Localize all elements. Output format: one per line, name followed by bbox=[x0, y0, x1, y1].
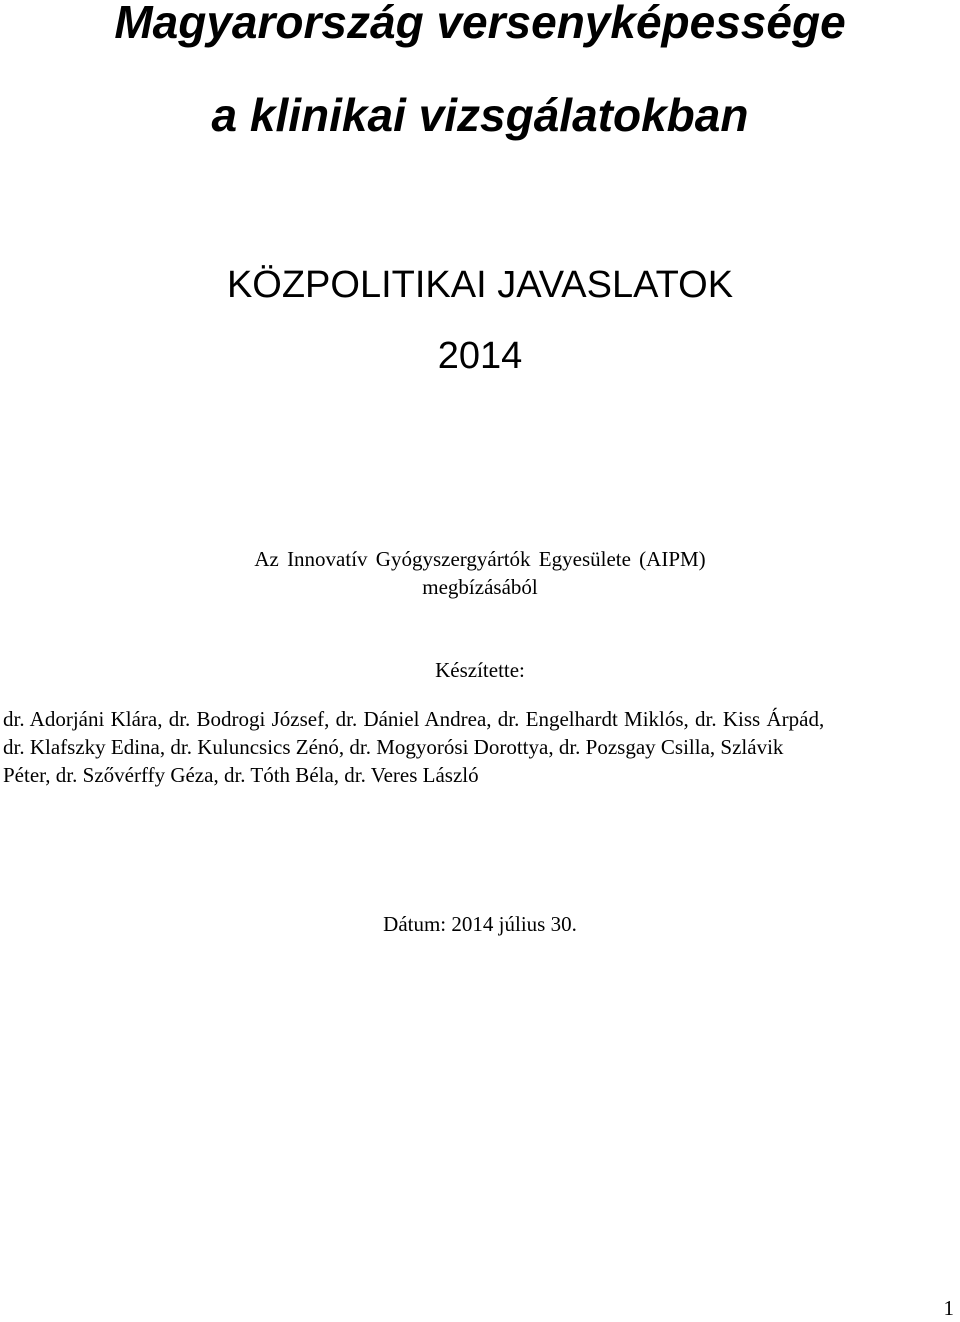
document-title-line-1: Magyarország versenyképessége bbox=[114, 0, 846, 48]
document-subtitle: KÖZPOLITIKAI JAVASLATOK bbox=[226, 264, 734, 306]
document-title-line-2: a klinikai vizsgálatokban bbox=[211, 89, 749, 141]
authors-list bbox=[3, 705, 957, 789]
commission-line-1: Az Innovatív Gyógyszergyártók Egyesülete (AIPM) bbox=[254, 547, 706, 571]
authors-line-2: dr. Klafszky Edina, dr. Kuluncsics Zénó, dr. Mogyorósi Dorottya, dr. Pozsgay Csilla, Szlávik bbox=[3, 735, 784, 759]
document-date: Dátum: 2014 július 30. bbox=[383, 912, 577, 936]
authors-line-3: Péter, dr. Szővérffy Géza, dr. Tóth Béla, dr. Veres László bbox=[3, 763, 479, 787]
document-year: 2014 bbox=[437, 335, 523, 377]
prepared-by-label: Készítette: bbox=[435, 658, 525, 682]
page-number: 1 bbox=[943, 1296, 954, 1320]
commission-line-2: megbízásából bbox=[422, 575, 538, 599]
authors-line-1: dr. Adorjáni Klára, dr. Bodrogi József, dr. Dániel Andrea, dr. Engelhardt Miklós, dr. Kiss Árpád, bbox=[3, 707, 825, 731]
